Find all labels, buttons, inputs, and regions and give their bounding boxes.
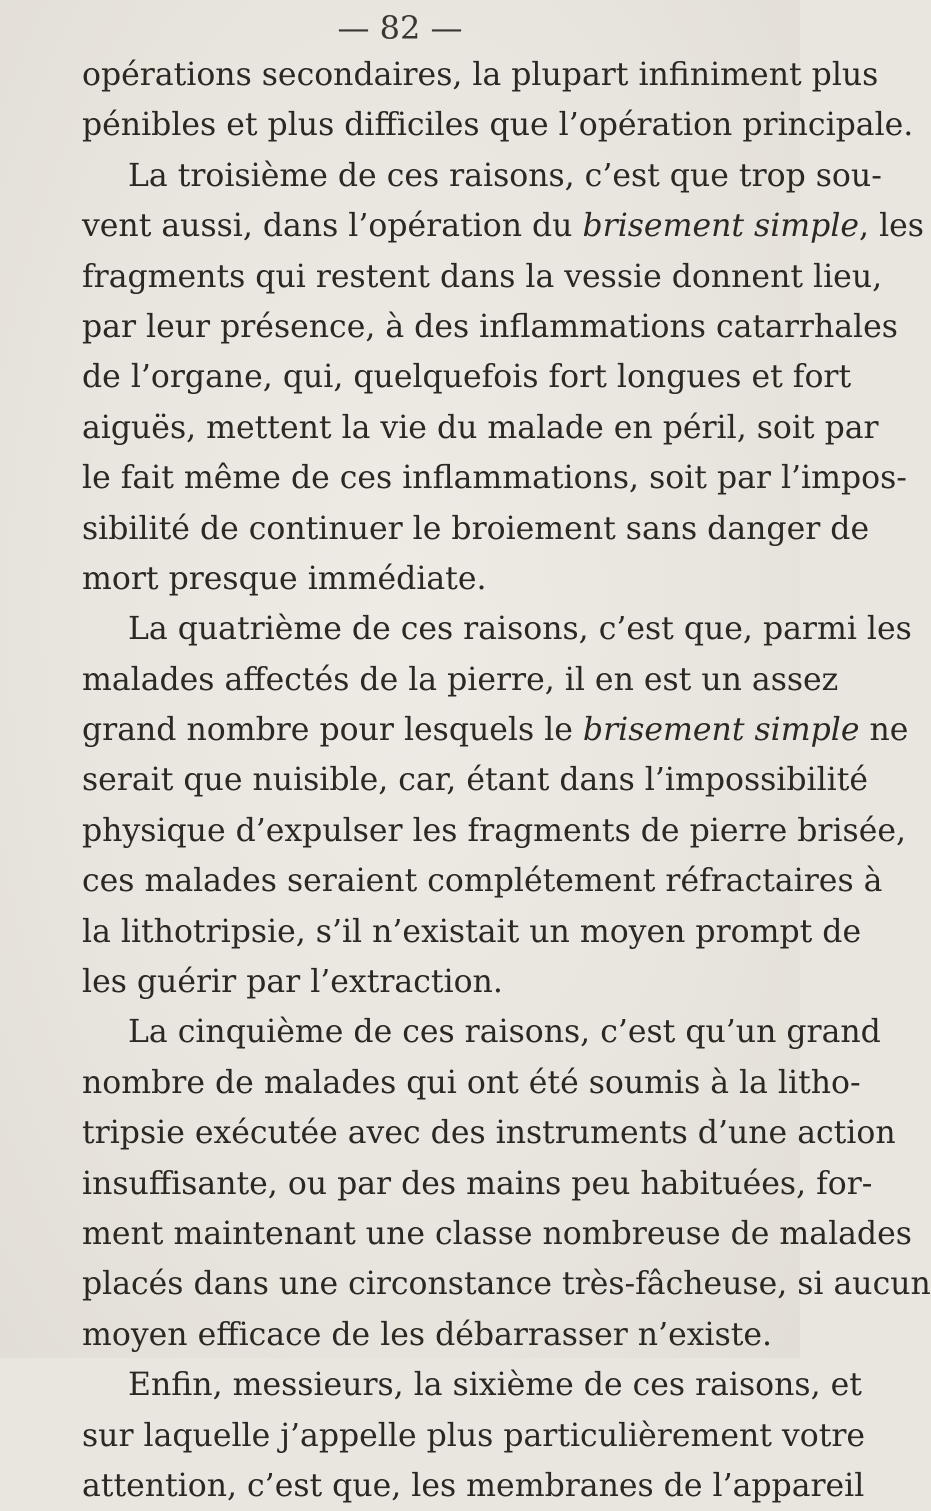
text-line: attention, c’est que, les membranes de l’appareil [82, 1467, 865, 1504]
text-line: serait que nuisible, car, étant dans l’impossibilité [82, 762, 869, 799]
text-line: ces malades seraient complétement réfractaires à [82, 863, 883, 900]
text-line: de l’organe, qui, quelquefois fort longues et fort [82, 359, 852, 396]
paragraph [82, 1007, 931, 1360]
text-line: vent aussi, dans l’opération du brisement simple, les [82, 208, 924, 245]
text-line: La quatrième de ces raisons, c’est que, parmi les [128, 611, 912, 648]
text-line: La troisième de ces raisons, c’est que trop sou- [128, 157, 882, 194]
paragraph [82, 151, 924, 605]
text-line: pénibles et plus difficiles que l’opération principale. [82, 107, 914, 144]
italic-term: brisement simple [582, 208, 860, 245]
text-line: sibilité de continuer le broiement sans danger de [82, 510, 870, 547]
text-line: moyen efficace de les débarrasser n’existe. [82, 1316, 773, 1353]
text-line: insuffisante, ou par des mains peu habituées, for- [82, 1165, 873, 1202]
text-line: Enfin, messieurs, la sixième de ces raisons, et [128, 1367, 862, 1404]
text-line: placés dans une circonstance très-fâcheuse, si aucun [82, 1266, 931, 1303]
text-line: tripsie exécutée avec des instruments d’une action [82, 1115, 896, 1152]
text-line: opérations secondaires, la plupart infiniment plus [82, 57, 879, 93]
text-line: par leur présence, à des inflammations catarrhales [82, 308, 898, 345]
text-line: malades affectés de la pierre, il en est un assez [82, 661, 839, 698]
text-line: nombre de malades qui ont été soumis à la litho- [82, 1064, 861, 1101]
text-line: fragments qui restent dans la vessie donnent lieu, [82, 258, 883, 295]
paragraph [82, 50, 914, 151]
text-line: grand nombre pour lesquels le brisement simple ne [82, 712, 909, 749]
body-text [82, 50, 931, 1511]
text-line: mort presque immédiate. [82, 560, 487, 597]
text-line: ment maintenant une classe nombreuse de malades [82, 1215, 912, 1252]
paragraph [82, 604, 912, 1007]
text-line: la lithotripsie, s’il n’existait un moyen prompt de [82, 913, 862, 950]
text-line: le fait même de ces inflammations, soit par l’impos- [82, 460, 907, 497]
text-line: physique d’expulser les fragments de pierre brisée, [82, 812, 906, 849]
text-line: aiguës, mettent la vie du malade en péril, soit par [82, 409, 879, 446]
paragraph [82, 1360, 866, 1511]
text-line: les guérir par l’extraction. [82, 964, 503, 1001]
text-line: sur laquelle j’appelle plus particulièrement votre [82, 1417, 866, 1454]
text-line: La cinquième de ces raisons, c’est qu’un grand [128, 1014, 881, 1051]
italic-term: brisement simple [582, 712, 860, 749]
page-number: — 82 — [337, 9, 463, 47]
